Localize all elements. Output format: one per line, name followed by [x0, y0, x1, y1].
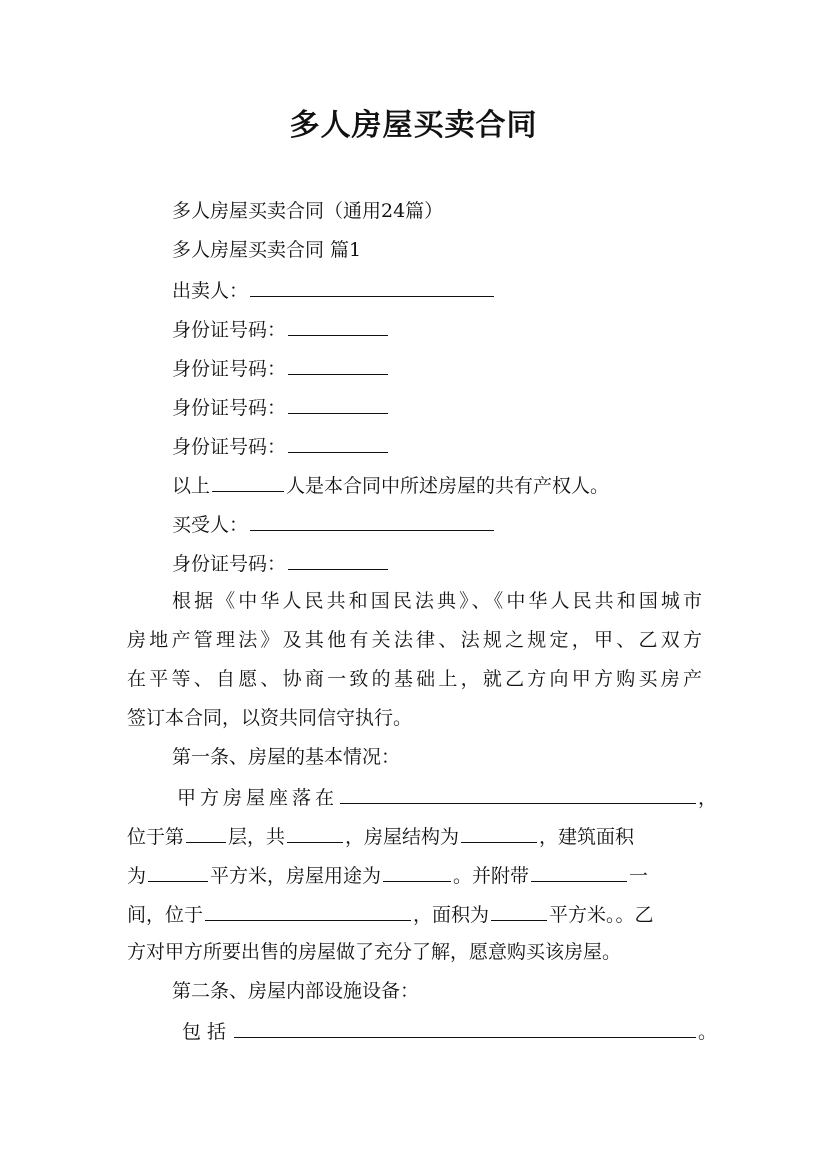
coowner-prefix: 以上: [172, 475, 211, 497]
basis-line: 房地产管理法》及其他有关法律、法规之规定，甲、乙双方: [127, 629, 702, 651]
usage-blank: [383, 855, 451, 882]
id-row: [127, 543, 772, 582]
id-row: [127, 309, 772, 348]
id-blank: [288, 348, 388, 375]
attached-area-blank: [491, 894, 547, 921]
id-label: 身份证号码：: [172, 319, 287, 341]
location-blank: [340, 777, 696, 804]
article1-heading: 第一条、房屋的基本情况：: [172, 746, 401, 768]
id-blank: [288, 387, 388, 414]
id-row: [127, 387, 772, 426]
seller-row: [127, 270, 772, 309]
seller-label: 出卖人：: [172, 280, 249, 302]
article2-line: 包括 。: [182, 1011, 722, 1050]
article1-line: 甲方房屋座落在 ，: [177, 777, 717, 816]
id-label: 身份证号码：: [172, 397, 287, 419]
basis-line: 根据《中华人民共和国民法典》、《中华人民共和国城市: [172, 590, 702, 612]
id-blank: [288, 309, 388, 336]
document-subtitle: 多人房屋买卖合同（通用24篇）: [172, 200, 444, 222]
coowner-count-blank: [212, 465, 284, 492]
basis-line: 签订本合同，以资共同信守执行。: [127, 707, 413, 729]
article1-line: 位于第 层，共 ，房屋结构为 ，建筑面积: [127, 816, 717, 855]
id-row: [127, 426, 772, 465]
floor-blank: [186, 816, 226, 843]
seller-blank: [250, 270, 494, 297]
facilities-blank: [234, 1011, 696, 1038]
id-blank: [288, 543, 388, 570]
id-blank: [288, 426, 388, 453]
document-title: 多人房屋买卖合同: [289, 108, 538, 143]
attached-blank: [531, 855, 627, 882]
article2-heading: 第二条、房屋内部设施设备：: [172, 980, 420, 1002]
article1-line: 为 平方米，房屋用途为 。并附带 一: [127, 855, 717, 894]
buyer-row: [127, 504, 772, 543]
attached-location-blank: [205, 894, 411, 921]
basis-line: 在平等、自愿、协商一致的基础上，就乙方向甲方购买房产: [127, 668, 702, 690]
buyer-label: 买受人：: [172, 514, 249, 536]
total-floors-blank: [287, 816, 343, 843]
coowner-suffix: 人是本合同中所述房屋的共有产权人。: [286, 475, 610, 497]
area-blank: [148, 855, 208, 882]
id-row: [127, 348, 772, 387]
buyer-blank: [250, 504, 494, 531]
section-heading: 多人房屋买卖合同 篇1: [172, 239, 362, 261]
id-label: 身份证号码：: [172, 358, 287, 380]
id-label: 身份证号码：: [172, 553, 287, 575]
structure-blank: [461, 816, 537, 843]
article1-line: 方对甲方所要出售的房屋做了充分了解，愿意购买该房屋。: [127, 941, 622, 963]
id-label: 身份证号码：: [172, 436, 287, 458]
coowner-row: [127, 465, 772, 504]
article1-line: 间，位于 ，面积为 平方米。。乙: [127, 894, 717, 933]
